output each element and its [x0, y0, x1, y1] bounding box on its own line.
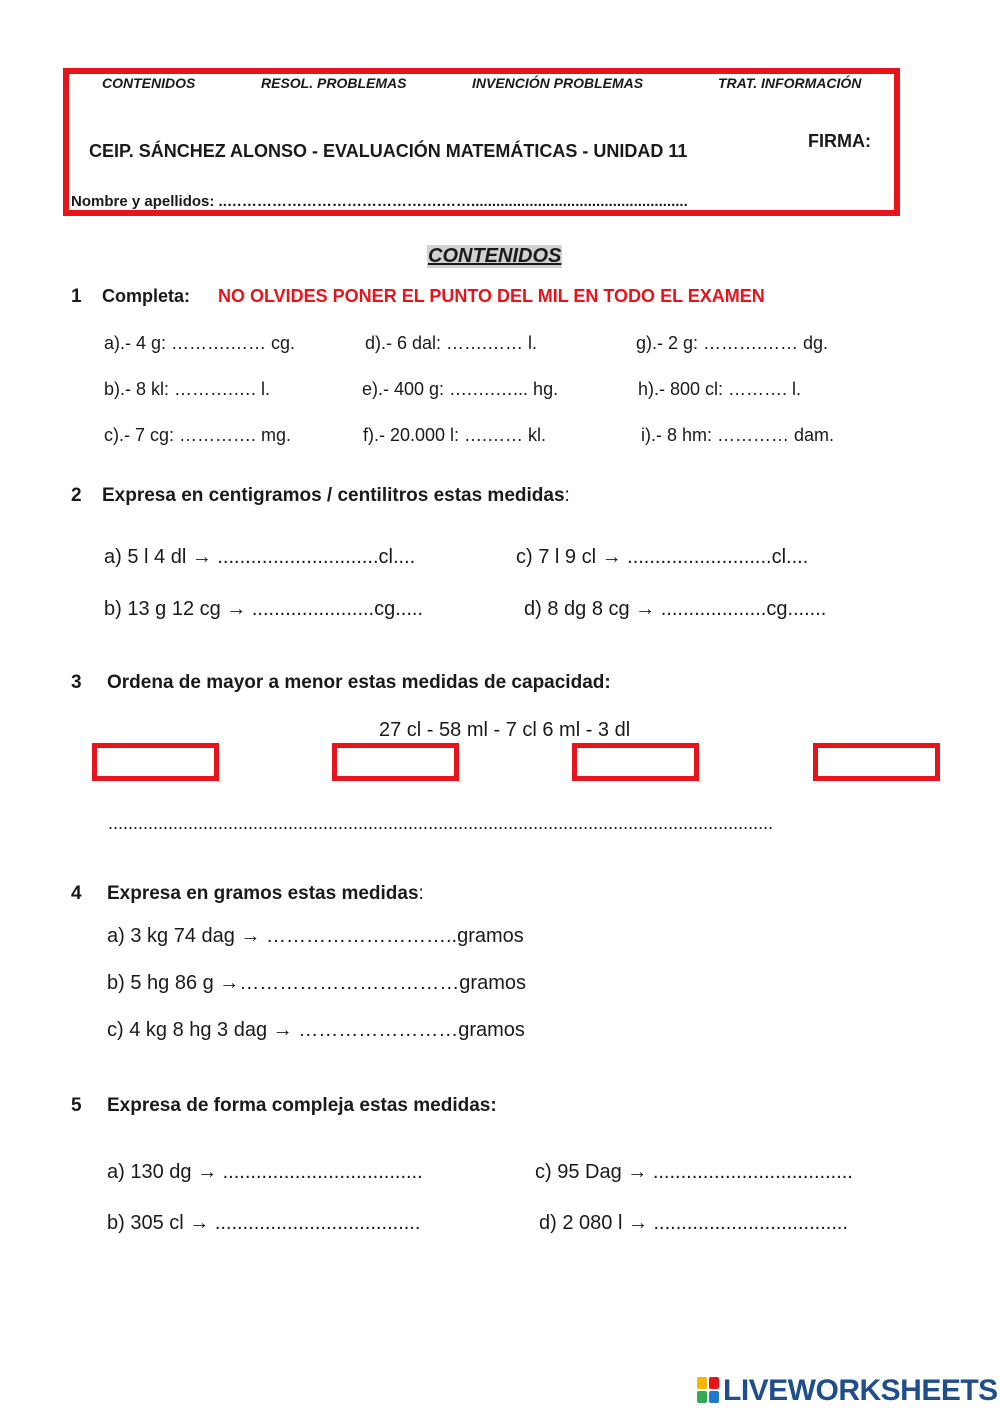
- q1-item-f[interactable]: f).- 20.000 l: ….…… kl.: [363, 425, 547, 445]
- q5-item-a[interactable]: a) 130 dg → ....................................: [107, 1161, 423, 1183]
- q1-item-e[interactable]: e).- 400 g: ….….…... hg.: [362, 379, 559, 399]
- question-3-label: Ordena de mayor a menor estas medidas de capacidad:: [107, 672, 611, 693]
- q4-item-b[interactable]: b) 5 hg 86 g →……………………………gramos: [107, 972, 526, 994]
- q1-item-c[interactable]: c).- 7 cg: …………. mg.: [104, 425, 292, 445]
- question-3-number: 3: [71, 672, 82, 693]
- question-2-number: 2: [71, 485, 82, 506]
- question-4-label: Expresa en gramos estas medidas: [107, 883, 419, 904]
- student-name-field[interactable]: Nombre y apellidos: ..…………………………………….……....................................................: [71, 193, 688, 210]
- header-category-tratamiento: TRAT. INFORMACIÓN: [718, 75, 862, 91]
- order-answer-box-1[interactable]: [92, 743, 219, 781]
- question-2-heading: [102, 485, 570, 507]
- q2-item-c[interactable]: c) 7 l 9 cl → ..........................cl....: [516, 546, 809, 568]
- header-category-resolucion: RESOL. PROBLEMAS: [261, 75, 407, 91]
- header-category-contenidos: CONTENIDOS: [102, 75, 196, 91]
- order-answer-box-3[interactable]: [572, 743, 699, 781]
- question-4-heading: [107, 883, 424, 905]
- question-1-label: Completa:: [102, 286, 191, 306]
- q1-item-g[interactable]: g).- 2 g: ……….…… dg.: [636, 333, 829, 353]
- liveworksheets-logo-icon: [697, 1377, 721, 1405]
- q4-item-a[interactable]: a) 3 kg 74 dag → ………………………..gramos: [107, 925, 524, 947]
- liveworksheets-logo-text: LIVEWORKSHEETS: [723, 1374, 998, 1407]
- question-2-label: Expresa en centigramos / centilitros estas medidas: [102, 485, 565, 506]
- section-title: CONTENIDOS: [428, 245, 562, 267]
- signature-label: FIRMA:: [808, 131, 871, 151]
- question-5-label: Expresa de forma compleja estas medidas:: [107, 1095, 497, 1116]
- q1-item-a[interactable]: a).- 4 g: ……….…… cg.: [104, 333, 296, 353]
- question-5-number: 5: [71, 1095, 82, 1116]
- q5-item-d[interactable]: d) 2 080 l → ...................................: [539, 1212, 848, 1234]
- order-answer-box-4[interactable]: [813, 743, 940, 781]
- question-4-colon: :: [418, 883, 424, 904]
- q5-item-b[interactable]: b) 305 cl → .....................................: [107, 1212, 421, 1234]
- question-1-note: NO OLVIDES PONER EL PUNTO DEL MIL EN TODO EL EXAMEN: [218, 286, 765, 306]
- q3-measures: 27 cl - 58 ml - 7 cl 6 ml - 3 dl: [379, 719, 631, 741]
- q4-item-c[interactable]: c) 4 kg 8 hg 3 dag → ……………………gramos: [107, 1019, 525, 1041]
- question-2-colon: :: [564, 485, 570, 506]
- q2-item-b[interactable]: b) 13 g 12 cg → ......................cg.....: [104, 598, 424, 620]
- exam-title: CEIP. SÁNCHEZ ALONSO - EVALUACIÓN MATEMÁTICAS - UNIDAD 11: [89, 141, 688, 161]
- q3-answer-line[interactable]: .....................................................................................................................................: [108, 813, 774, 833]
- q5-item-c[interactable]: c) 95 Dag → ....................................: [535, 1161, 853, 1183]
- q2-item-d[interactable]: d) 8 dg 8 cg → ...................cg.......: [524, 598, 827, 620]
- q1-item-h[interactable]: h).- 800 cl: ………. l.: [638, 379, 802, 399]
- question-1-number: 1: [71, 286, 82, 307]
- q1-item-d[interactable]: d).- 6 dal: …….…… l.: [365, 333, 538, 353]
- question-4-number: 4: [71, 883, 82, 904]
- header-category-invencion: INVENCIÓN PROBLEMAS: [472, 75, 644, 91]
- order-answer-box-2[interactable]: [332, 743, 459, 781]
- q1-item-i[interactable]: i).- 8 hm: ………… dam.: [641, 425, 835, 445]
- q2-item-a[interactable]: a) 5 l 4 dl → .............................cl....: [104, 546, 416, 568]
- q1-item-b[interactable]: b).- 8 kl: ……….…. l.: [104, 379, 271, 399]
- liveworksheets-logo: [697, 1374, 998, 1408]
